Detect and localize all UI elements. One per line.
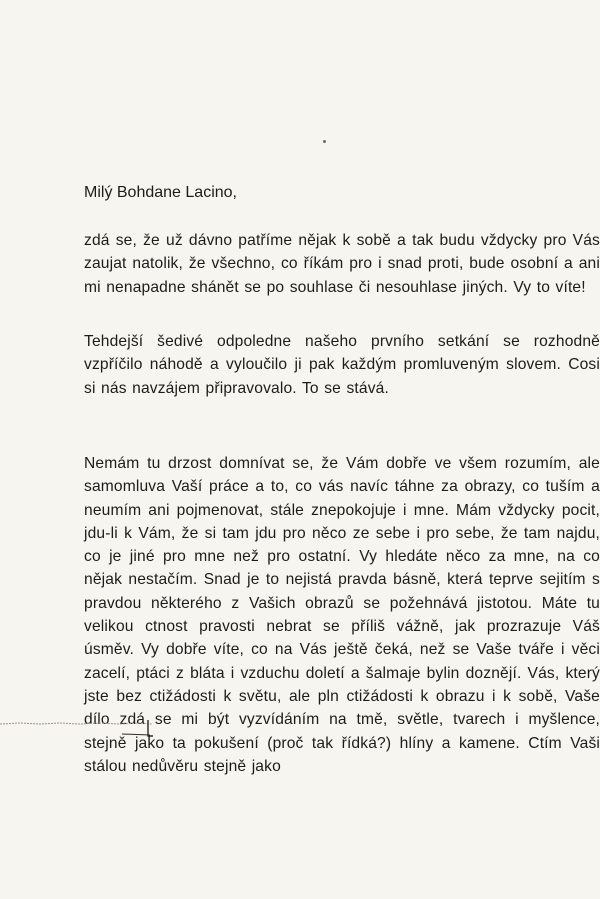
- letter-paragraph-3: Nemám tu drzost domnívat se, že Vám dobře ve všem rozumím, ale samomluva Vaší práce a to, co vás navíc táhne za obrazy, co tuším a neumím ani pojmenovat, stále znepokojuje i mne. Mám vždycky pocit, jdu-li k Vám, že si tam jdu pro něco ze sebe i pro sebe, že tam najdu, co je jiné pro mne než pro ostatní. Vy hledáte něco za mne, na co nějak nestačím. Snad je to nejistá pravda básně, která teprve sejitím s pravdou některého z Vašich obrazů se požehnává jistotou. Máte tu velikou ctnost pravosti nebrat se příliš vážně, jak prozrazuje Váš úsměv. Vy dobře víte, co na Vás ještě čeká, než se Vaše tváře i věci zacelí, ptáci z bláta i vzduchu doletí a šalmaje bylin doznějí. Vás, který jste bez ctižádosti k světu, ale pln ctižádosti k obrazu i k sobě, Vaše dílo zdá se mi být vyzvídáním na tmě, světle, tvarech i myšlence, stejně jako ta pokušení (proč tak řídká?) hlíny a kamene. Ctím Vaši stálou nedůvěru stejně jako: [84, 455, 600, 775]
- letter-salutation: Milý Bohdane Lacino,: [84, 184, 237, 201]
- letter-paragraph-1: zdá se, že už dávno patříme nějak k sobě a tak budu vždycky pro Vás zaujat natolik, že všechno, co říkám pro i snad proti, bude osobní a ani mi nenapadne shánět se po souhlase či nesouhlase jiných. Vy to víte!: [84, 232, 600, 296]
- letter-paragraph-2: Tehdejší šedivé odpoledne našeho prvního setkání se rozhodně vzpříčilo náhodě a vyloučilo ji pak každým promluveným slovem. Cosi si nás navzájem připravovalo. To se stává.: [84, 333, 600, 397]
- pencil-edit-mark: [0, 718, 160, 738]
- ink-speck: [323, 140, 326, 143]
